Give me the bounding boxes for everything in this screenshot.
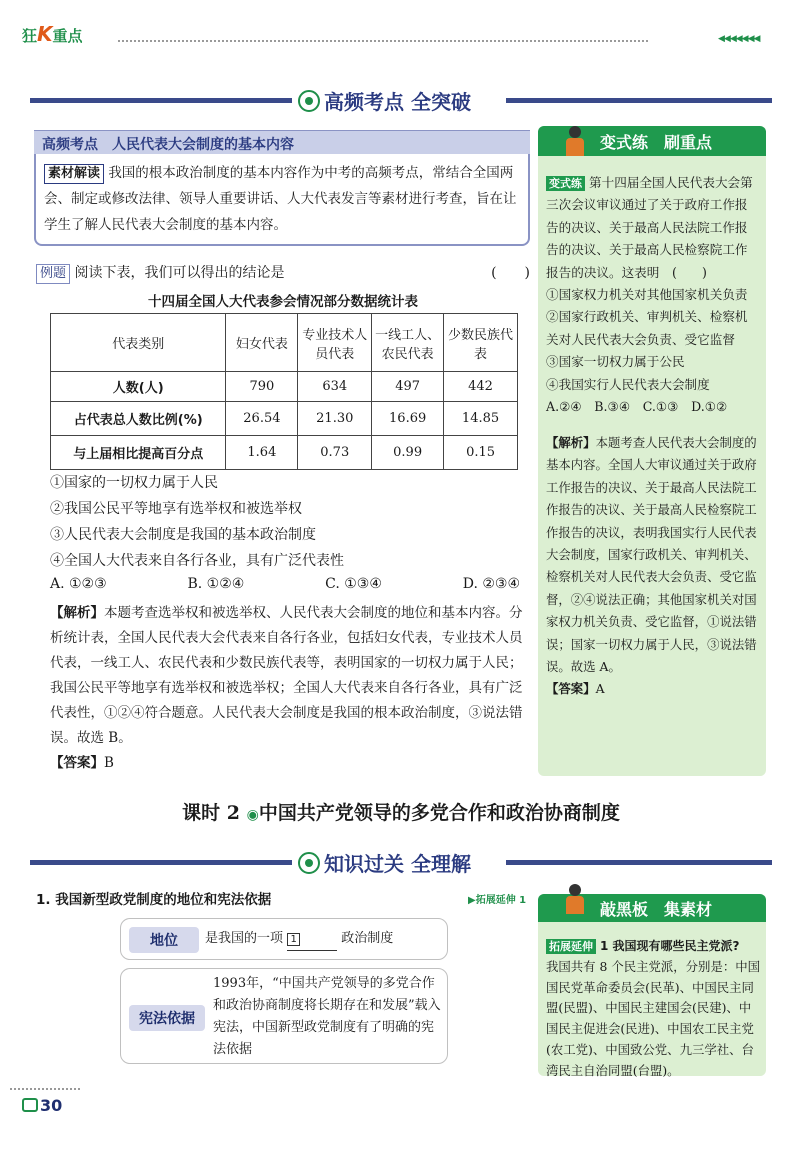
section-banner-1 xyxy=(30,86,772,116)
basis-card xyxy=(120,968,448,1064)
option-item: ④全国人大代表来自各行各业，具有广泛代表性 xyxy=(50,553,344,569)
example-options xyxy=(50,470,520,574)
section-banner-2 xyxy=(30,848,772,878)
practice-question: 变式练 第十四届全国人民代表大会第三次会议审议通过了关于政府工作报告的决议、关于最高人民法院工作报告的决议、关于最高人民检察院工作报告的决议。这表明 ( ) ①国家权力机关对其他国家机关负责 ②国家行政机关、审判机关、检察机关对人民代表大会负责、受它监督 ③国家一切权力属于公民 ④我国实行人民代表大会制度 A.②④ B.③④ C.①③ D.①② xyxy=(546,175,753,415)
example-question: 例题 阅读下表，我们可以得出的结论是 ( ) xyxy=(36,262,530,284)
option-item: ③人民代表大会制度是我国的基本政治制度 xyxy=(50,527,316,543)
bullet-icon: ◉ xyxy=(246,807,259,823)
student-figure-icon xyxy=(564,126,586,156)
page-number: 30 xyxy=(22,1096,62,1115)
choice-a: A. ①②③ xyxy=(50,576,107,592)
table-header: 一线工人、农民代表 xyxy=(372,314,444,372)
target-icon xyxy=(298,90,320,112)
target-icon xyxy=(298,852,320,874)
choice-c: C. ①③④ xyxy=(325,576,382,592)
page-icon xyxy=(22,1098,38,1112)
material-sidebar-header: 敲黑板 集素材 xyxy=(538,894,766,922)
footer-divider xyxy=(10,1088,80,1090)
extension-link[interactable]: ▶拓展延伸 1 xyxy=(468,895,527,906)
banner-title: 知识过关 全理解 xyxy=(324,852,471,876)
table-header: 代表类别 xyxy=(51,314,226,372)
basis-label: 宪法依据 xyxy=(129,1005,205,1031)
table-row: 人数(人) 790 634 497 442 xyxy=(51,372,518,402)
material-tag: 素材解读 xyxy=(44,164,104,184)
example-answer: B xyxy=(104,755,114,771)
practice-tag: 变式练 xyxy=(546,176,585,191)
brand-logo: 狂K重点 xyxy=(22,22,83,46)
banner-title: 高频考点 全突破 xyxy=(324,90,471,114)
stats-table xyxy=(50,313,518,470)
basis-text: 1993年，“中国共产党领导的多党合作和政治协商制度将长期存在和发展”载入宪法，中国新型政党制度有了明确的宪法依据 xyxy=(213,976,441,1057)
knowledge-heading: 1. 我国新型政党制度的地位和宪法依据 xyxy=(36,892,272,908)
choice-d: D. ②③④ xyxy=(462,576,520,592)
option-item: ②我国公民平等地享有选举权和被选举权 xyxy=(50,501,302,517)
answer-blank: 1 xyxy=(287,928,337,951)
example-choices xyxy=(50,576,520,592)
material-text: 拓展延伸 1 我国现有哪些民主党派? 我国共有 8 个民主党派，分别是：中国国民党革命委员会(民革)、中国民主同盟(民盟)、中国民主建国会(民建)、中国民主促进会(民进)、中国农工民主党(农工党)、中国致公党、九三学社、台湾民主自治同盟(台盟)。 xyxy=(546,939,761,1078)
table-header: 少数民族代表 xyxy=(444,314,518,372)
table-title: 十四届全国人大代表参会情况部分数据统计表 xyxy=(148,294,418,310)
option-item: ①国家的一切权力属于人民 xyxy=(50,475,218,491)
keypoint-text: 我国的根本政治制度的基本内容作为中考的高频考点，常结合全国两会、制定或修改法律、领导人重要讲话、人大代表发言等素材进行考查，旨在让学生了解人民代表大会制度的基本内容。 xyxy=(44,165,517,233)
header-arrows-icon: ◀◀◀◀◀◀◀ xyxy=(718,34,760,44)
header-divider xyxy=(118,40,648,42)
choice-b: B. ①②④ xyxy=(187,576,245,592)
keypoint-header: 高频考点 人民代表大会制度的基本内容 xyxy=(34,130,530,154)
example-analysis: 【解析】本题考查选举权和被选举权、人民代表大会制度的地位和基本内容。分析统计表，全国人民代表大会代表来自各行各业，包括妇女代表，专业技术人员代表，一线工人、农民代表和少数民族代表等，表明国家的一切权力属于人民；我国公民平等地享有选举权和被选举权；全国人大代表来自各行各业，具有广泛代表性，①②④符合题意。人民代表大会制度是我国的根本政治制度，③说法错误。故选 B。 【答案】B xyxy=(50,605,523,771)
example-tag: 例题 xyxy=(36,264,70,284)
status-card: 地位 是我国的一项 1 政治制度 xyxy=(120,918,448,960)
lesson-title: 课时 2 ◉中国共产党领导的多党合作和政治协商制度 xyxy=(182,802,620,824)
table-header: 专业技术人员代表 xyxy=(298,314,372,372)
keypoint-body xyxy=(34,154,530,246)
practice-sidebar-header: 变式练 刷重点 xyxy=(538,126,766,156)
extension-tag: 拓展延伸 xyxy=(546,939,596,954)
table-header: 妇女代表 xyxy=(226,314,298,372)
practice-analysis: 【解析】本题考查人民代表大会制度的基本内容。全国人大审议通过关于政府工作报告的决议、关于最高人民法院工作报告的决议、关于最高人民检察院工作报告的决议，表明我国实行人民代表大会制度，国家行政机关、审判机关、检察机关对人民代表大会负责、受它监督，②④说法正确；其他国家机关对国家权力机关负责、受它监督，①说法错误；国家一切权力属于人民，③说法错误。故选 A。 【答案】A xyxy=(546,435,757,697)
status-label: 地位 xyxy=(129,927,199,953)
table-row: 与上届相比提高百分点 1.64 0.73 0.99 0.15 xyxy=(51,436,518,470)
student-figure-icon xyxy=(564,884,586,914)
table-row: 占代表总人数比例(%) 26.54 21.30 16.69 14.85 xyxy=(51,402,518,436)
